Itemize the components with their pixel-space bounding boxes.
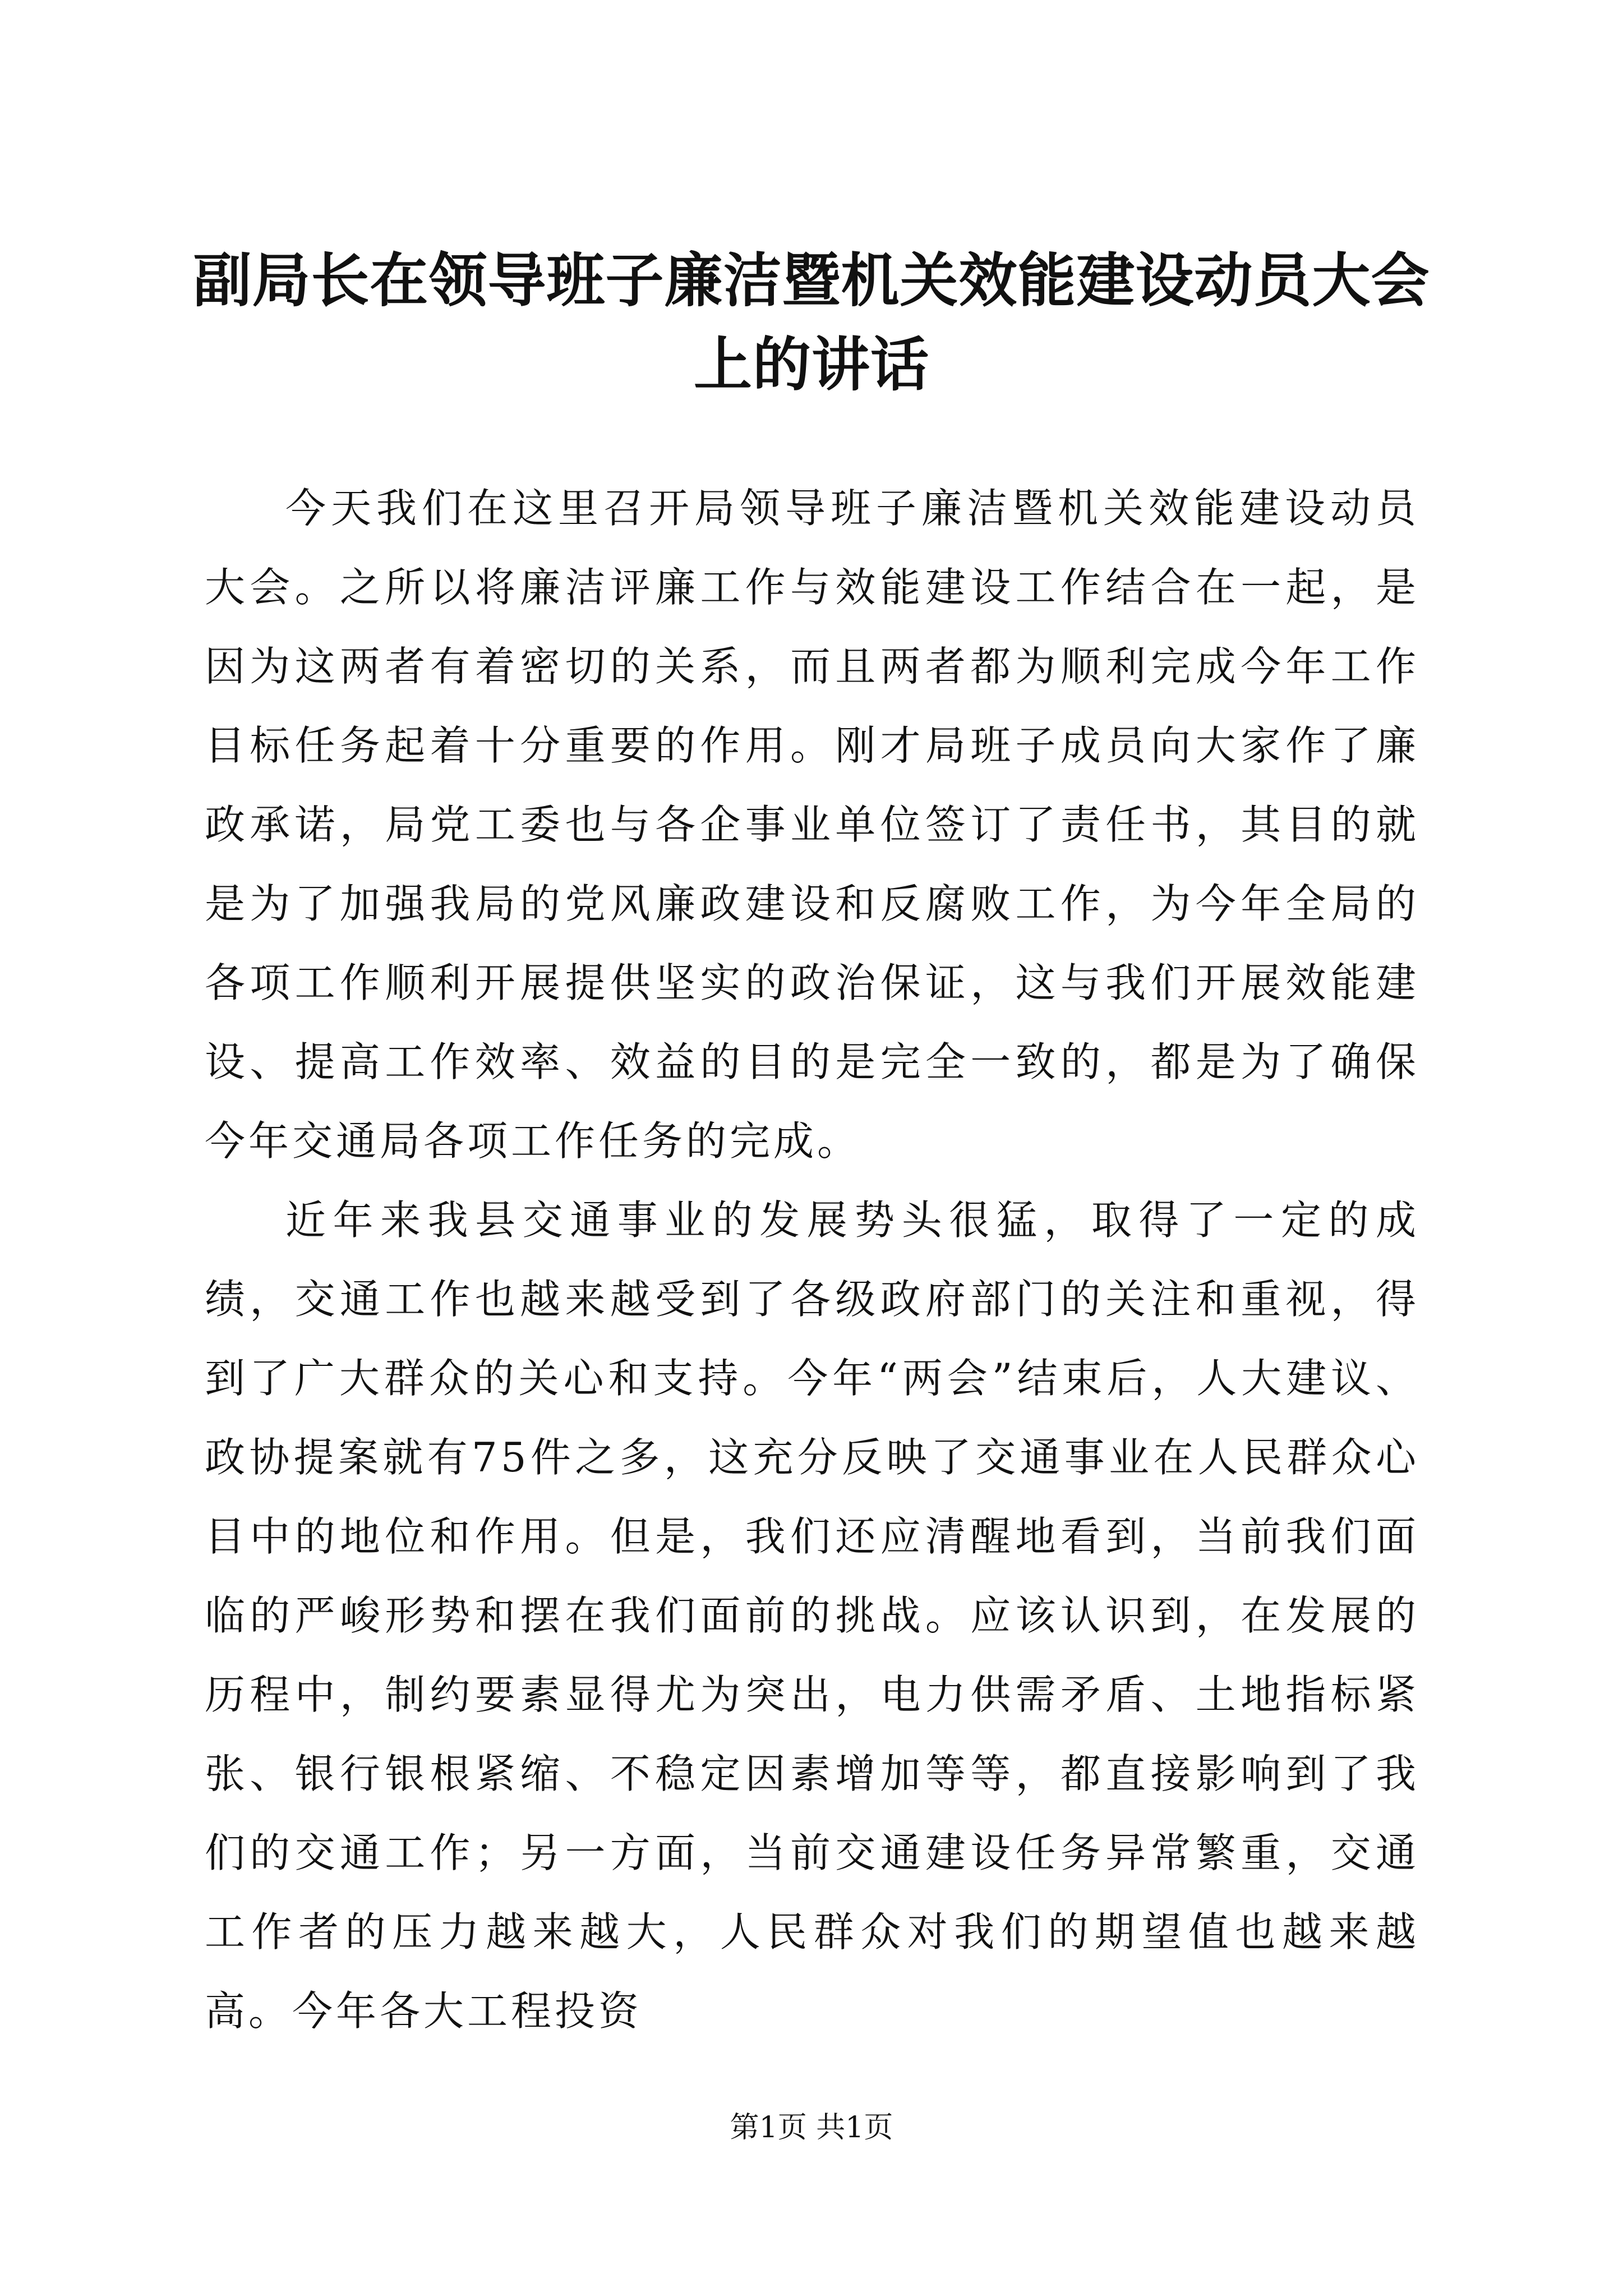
paragraph-2: 近年来我县交通事业的发展势头很猛，取得了一定的成绩，交通工作也越来越受到了各级政府部门的关注和重视，得到了广大群众的关心和支持。今年“两会”结束后，人大建议、政协提案就有75件之多，这充分反映了交通事业在人民群众心目中的地位和作用。但是，我们还应清醒地看到，当前我们面临的严峻形势和摆在我们面前的挑战。应该认识到，在发展的历程中，制约要素显得尤为突出，电力供需矛盾、土地指标紧张、银行银根紧缩、不稳定因素增加等等，都直接影响到了我们的交通工作；另一方面，当前交通建设任务异常繁重，交通工作者的压力越来越大，人民群众对我们的期望值也越来越高。今年各大工程投资: [205, 1197, 1419, 2035]
document-title: 副局长在领导班子廉洁暨机关效能建设动员大会上的讲话: [193, 246, 1430, 399]
page-footer: 第1页 共1页: [730, 2111, 893, 2145]
document-body: [205, 469, 1419, 2051]
paragraph-1: 今天我们在这里召开局领导班子廉洁暨机关效能建设动员大会。之所以将廉洁评廉工作与效能建设工作结合在一起，是因为这两者有着密切的关系，而且两者都为顺利完成今年工作目标任务起着十分重要的作用。刚才局班子成员向大家作了廉政承诺，局党工委也与各企事业单位签订了责任书，其目的就是为了加强我局的党风廉政建设和反腐败工作，为今年全局的各项工作顺利开展提供坚实的政治保证，这与我们开展效能建设、提高工作效率、效益的目的是完全一致的，都是为了确保今年交通局各项工作任务的完成。: [205, 485, 1419, 1165]
